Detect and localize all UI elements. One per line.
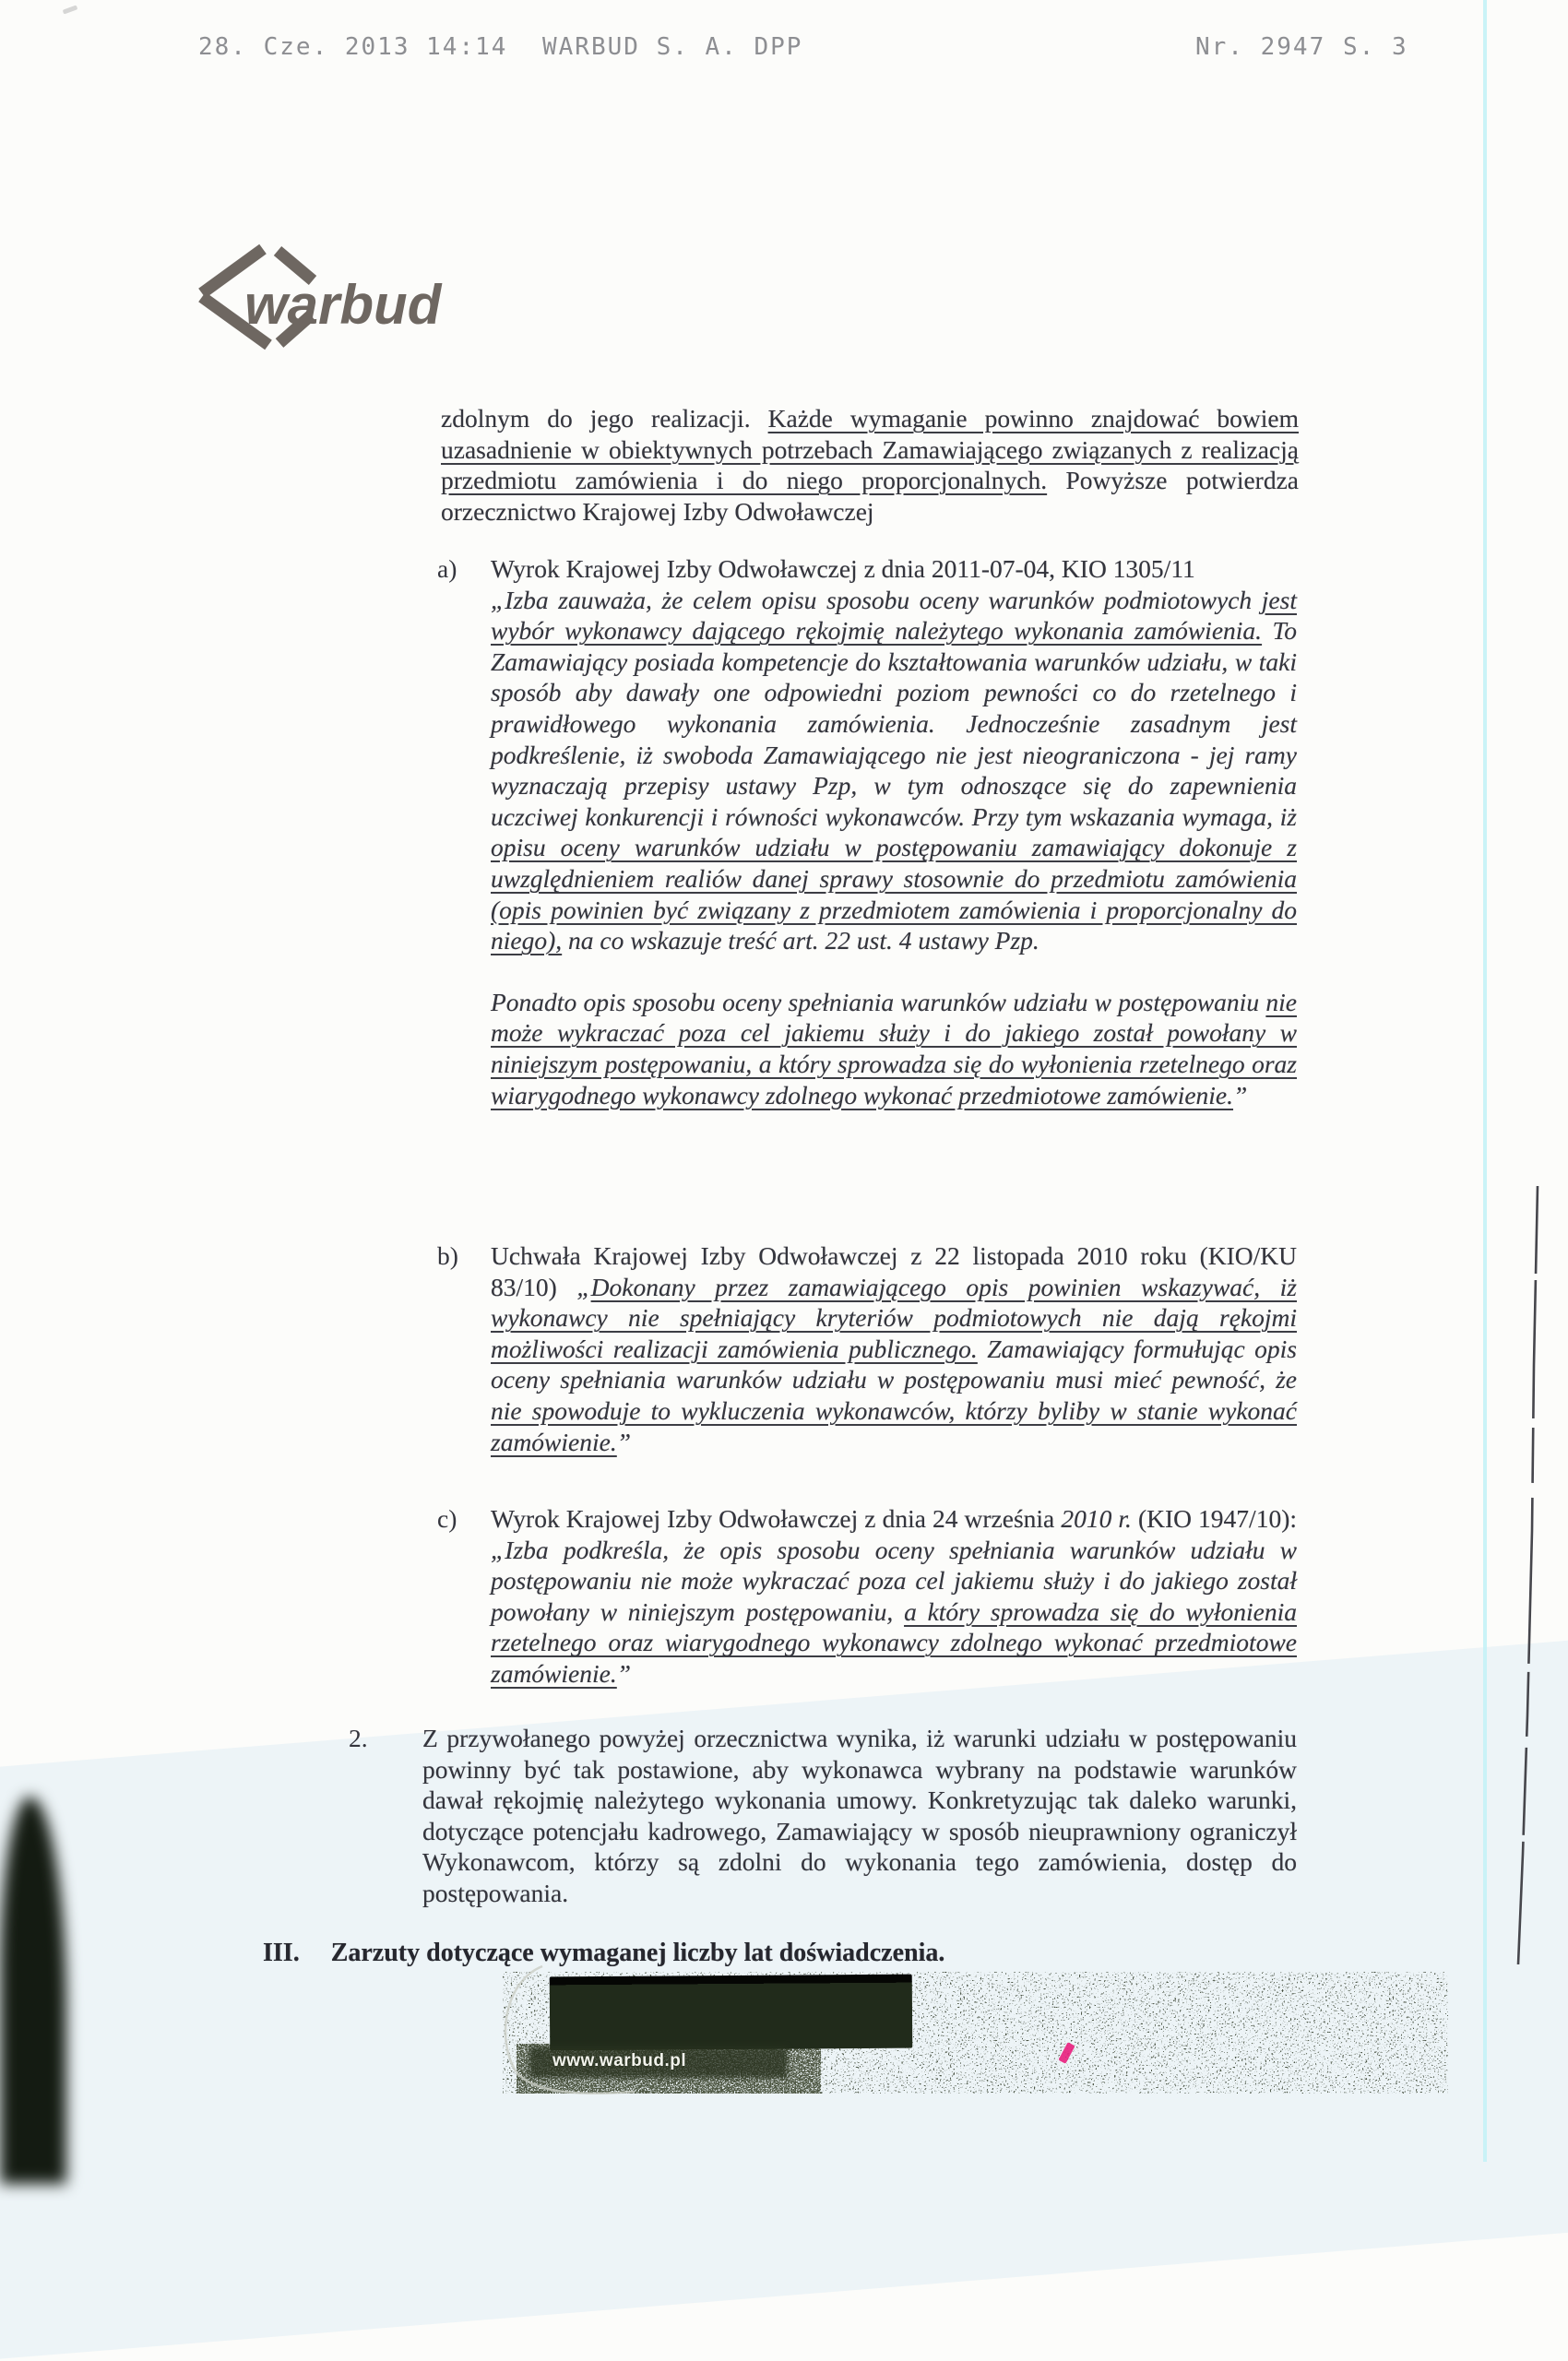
list-item-c-label: c) — [437, 1504, 457, 1533]
redacted-block — [550, 1975, 913, 2051]
list-item-c — [437, 1503, 1299, 1690]
list-item-a — [437, 553, 1299, 1110]
fax-page-number: S. 3 — [1343, 33, 1408, 61]
warbud-logo-diamond-icon — [189, 238, 493, 353]
list-item-b — [437, 1240, 1299, 1457]
fax-number: Nr. 2947 — [1195, 33, 1326, 61]
list-item-b-label: b) — [437, 1241, 458, 1270]
list-item-c-paragraph: Wyrok Krajowej Izby Odwoławczej z dnia 24 września 2010 r. (KIO 1947/10): „Izba podkreśla, że opis sposobu oceny spełniania warunków udziału w postępowaniu nie może wykraczać poza cel jakiemu służy i do jakiego został powołany w niniejszym postępowaniu, a który sprowadza się do wyłonienia rzetelnego oraz wiarygodnego wykonawcy zdolnego wykonać przedmiotowe zamówienie.” — [491, 1504, 1297, 1688]
scan-dust-speck — [63, 5, 78, 14]
list-item-a-paragraph-2: Ponadto opis sposobu oceny spełniania warunków udziału w postępowaniu nie może wykraczać poza cel jakiemu służy i do jakiego został powołany w niniejszym postępowaniu, a który sprowadza się do wyłonienia rzetelnego oraz wiarygodnego wykonawcy zdolnego wykonać przedmiotowe zamówienie.” — [491, 987, 1297, 1109]
fax-sender: WARBUD S. A. DPP — [542, 33, 803, 61]
numbered-point-2-paragraph: Z przywołanego powyżej orzecznictwa wynika, iż warunki udziału w postępowaniu powinny być tak postawione, aby wykonawca wybrany na podstawie warunków dawał rękojmię należytego wykonania umowy. Konkretyzując tak daleko warunki, dotyczące potencjału kadrowego, Zamawiający w sposób nieuprawniony ograniczył Wykonawcom, którzy są zdolni do wykonania tego zamówienia, dostęp do postępowania. — [422, 1724, 1297, 1907]
section-iii-title: Zarzuty dotyczące wymaganej liczby lat doświadczenia. — [330, 1939, 945, 1967]
footer-url: www.warbud.pl — [552, 2051, 687, 2070]
section-iii-heading — [263, 1939, 944, 1968]
list-item-a-label: a) — [437, 554, 457, 583]
warbud-logo-text: warbud — [244, 274, 442, 336]
list-item-b-paragraph: Uchwała Krajowej Izby Odwoławczej z 22 listopada 2010 roku (KIO/KU 83/10) „Dokonany przez zamawiającego opis powinien wskazywać, iż wykonawcy nie spełniający kryteriów podmiotowych nie dają rękojmi możliwości realizacji zamówienia publicznego. Zamawiający formułując opis oceny spełniania warunków udziału w postępowaniu musi mieć pewność, że nie spowoduje to wykluczenia wykonawców, którzy byliby w stanie wykonać zamówienie.” — [491, 1241, 1297, 1456]
list-item-a-paragraph-1: Wyrok Krajowej Izby Odwoławczej z dnia 2011-07-04, KIO 1305/11 „Izba zauważa, że celem opisu sposobu oceny warunków podmiotowych jest wybór wykonawcy dającego rękojmię należytego wykonania zamówienia. To Zamawiający posiada kompetencje do kształtowania warunków udziału, w taki sposób aby dawały one odpowiedni poziom pewności co do rzetelnego i prawidłowego wykonania zamówienia. Jednocześnie zasadnym jest podkreślenie, iż swoboda Zamawiającego nie jest nieograniczona - jej ramy wyznaczają przepisy ustawy Pzp, w tym odnoszące się do zapewnienia uczciwej konkurencji i równości wykonawców. Przy tym wskazania wymaga, iż opisu oceny warunków udziału w postępowaniu zamawiający dokonuje z uwzględnieniem realiów danej sprawy stosownie do przedmiotu zamówienia (opis powinien być związany z przedmiotem zamówienia i proporcjonalny do niego), na co wskazuje treść art. 22 ust. 4 ustawy Pzp. — [491, 554, 1298, 955]
intro-paragraph: zdolnym do jego realizacji. Każde wymaganie powinno znajdować bowiem uzasadnienie w obiektywnych potrzebach Zamawiającego związanych z realizacją przedmiotu zamówienia i do niego proporcjonalnych. Powyższe potwierdza orzecznictwo Krajowej Izby Odwoławczej — [441, 404, 1300, 526]
numbered-point-2-label: 2. — [349, 1724, 368, 1752]
scanner-cyan-line — [1483, 0, 1487, 2162]
section-iii-label: III. — [263, 1939, 300, 1967]
fax-datetime: 28. Cze. 2013 14:14 — [198, 33, 508, 61]
warbud-logo — [189, 238, 493, 358]
numbered-point-2 — [349, 1723, 1299, 1909]
